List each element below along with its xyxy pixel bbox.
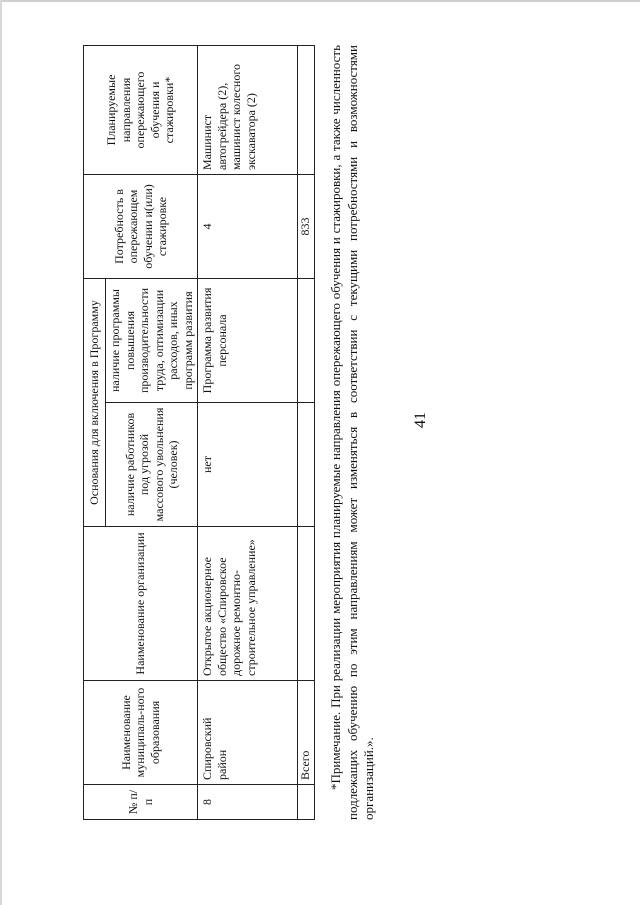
header-municipality: Наименование муниципаль-ного образования bbox=[84, 681, 198, 785]
table-row bbox=[198, 46, 298, 820]
total-empty-cell bbox=[298, 46, 315, 175]
rotated-page bbox=[28, 25, 628, 885]
table-total-row bbox=[298, 46, 315, 820]
program-table bbox=[83, 45, 315, 820]
total-empty-cell bbox=[298, 403, 315, 527]
cell-municipality: Спировский район bbox=[198, 681, 298, 785]
cell-workers: нет bbox=[198, 403, 298, 527]
cell-programs: Программа развития персонала bbox=[198, 279, 298, 403]
header-organization: Наименование организации bbox=[84, 527, 198, 681]
cell-planned: Машинист автогрейдера (2), машинист колесного экскаватора (2) bbox=[198, 46, 298, 175]
total-empty-cell bbox=[298, 527, 315, 681]
header-grounds: Основания для включения в Программу bbox=[84, 279, 106, 527]
cell-num: 8 bbox=[198, 785, 298, 820]
cell-need: 4 bbox=[198, 175, 298, 279]
header-planned: Планируемые направления опережающего обучения и стажировки* bbox=[84, 46, 198, 175]
total-label: Всего bbox=[298, 681, 315, 785]
total-empty-cell bbox=[298, 785, 315, 820]
scan-edge bbox=[0, 0, 2, 905]
header-num: № п/п bbox=[84, 785, 198, 820]
header-need: Потребность в опережающем обучении и(или) стажировке bbox=[84, 175, 198, 279]
footnote-text: *Примечание. При реализации мероприятия планируемые направления опережающего обучения и стажировки, а также численность подлежащих обучению по этим направлениям может изменяться в соответствии с текущими потребностями и возможностями организаций.». bbox=[328, 45, 376, 820]
scan-edge bbox=[0, 0, 640, 2]
cell-organization: Открытое акционерное общество «Спировское дорожное ремонтно-строительное управление» bbox=[198, 527, 298, 681]
header-grounds-programs: наличие программы повышения производительности труда, оптимизации расходов, иных программ развития bbox=[106, 279, 198, 403]
page-number: 41 bbox=[412, 412, 429, 428]
total-empty-cell bbox=[298, 279, 315, 403]
footnote bbox=[328, 45, 378, 820]
total-need: 833 bbox=[298, 175, 315, 279]
header-grounds-workers: наличие работников под угрозой массового увольнения (человек) bbox=[106, 403, 198, 527]
